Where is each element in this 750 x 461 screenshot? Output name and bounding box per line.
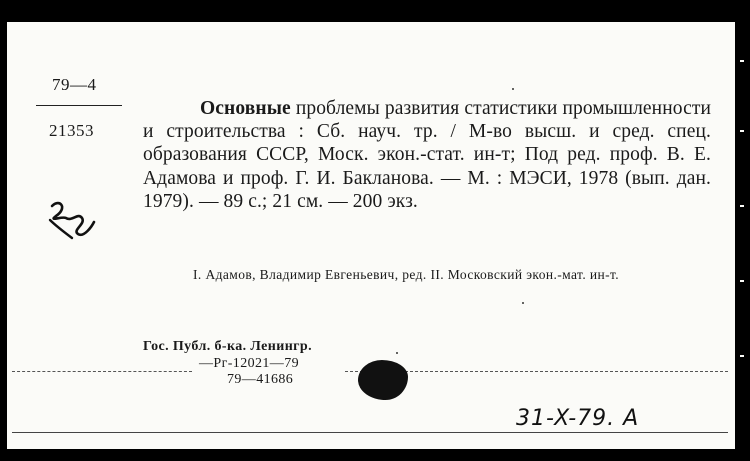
call-number-top: 79—4 bbox=[52, 75, 97, 94]
library-stamp-number: 79—41686 bbox=[227, 372, 294, 387]
library-stamp-code: —Рг-12021—79 bbox=[199, 356, 299, 371]
ink-blot bbox=[358, 360, 408, 400]
speck bbox=[512, 88, 514, 90]
library-stamp-name: Гос. Публ. б-ка. Ленингр. bbox=[143, 339, 313, 354]
speck bbox=[522, 302, 524, 304]
scan-border-bottom bbox=[0, 449, 750, 461]
card-bottom-rule bbox=[12, 432, 728, 433]
bibliographic-description bbox=[143, 97, 711, 213]
description-text: проблемы развития статистики промышленности и строительства : Сб. науч. тр. / М-во высш. и сред. спец. образования СССР, Моск. экон.-стат. ин-т; Под ред. проф. В. Е. Адамова и проф. Г. И. Бакланова. — М. : МЭСИ, 1978 (вып. дан. 1979). — 89 с.; 21 см. — 200 экз. bbox=[143, 98, 711, 212]
scan-border-top bbox=[0, 0, 750, 22]
added-entries-note: I. Адамов, Владимир Евгеньевич, ред. II. Московский экон.-мат. ин-т. bbox=[193, 267, 620, 282]
stamp-line-left bbox=[12, 371, 192, 372]
call-number-divider bbox=[36, 105, 122, 106]
speck bbox=[396, 352, 398, 354]
call-number-bottom: 21353 bbox=[49, 121, 94, 140]
handwritten-date: 31-X-79. А bbox=[516, 406, 640, 431]
handwritten-mark-icon bbox=[42, 196, 98, 240]
title-lead-word: Основные bbox=[200, 98, 291, 119]
scan-border-right bbox=[735, 0, 750, 461]
